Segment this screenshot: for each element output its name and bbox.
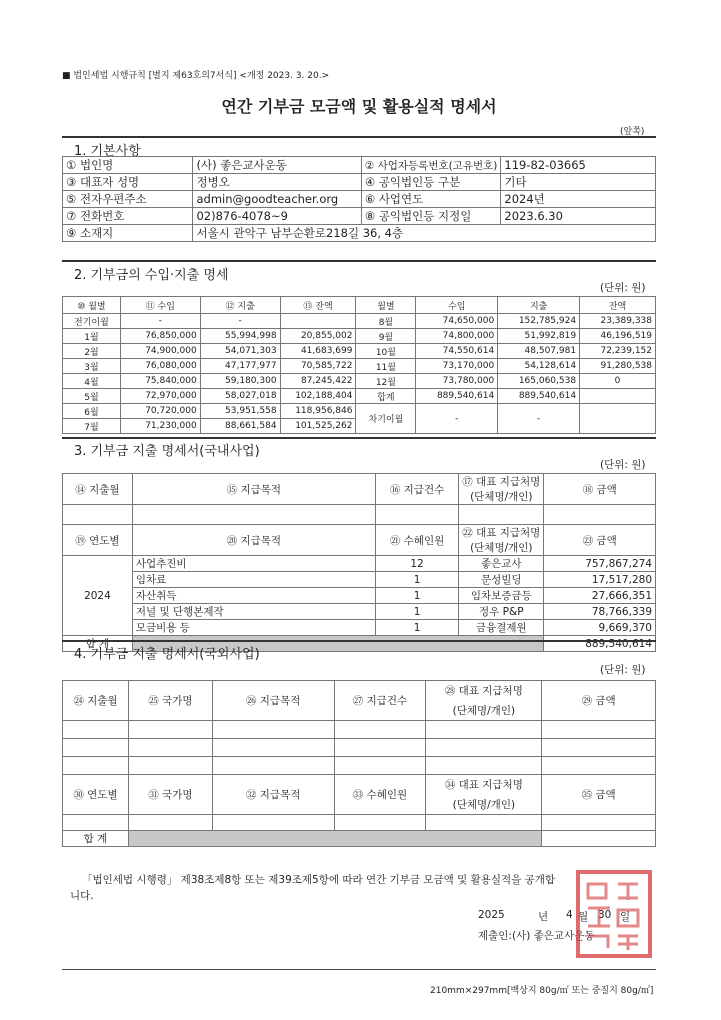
amount-cell: 27,666,351 xyxy=(544,588,656,604)
carry-out-expense: - xyxy=(498,404,580,434)
col-amount: ⑱ 금액 xyxy=(544,474,656,505)
count-cell: 1 xyxy=(375,572,458,588)
income-cell: 71,230,000 xyxy=(120,419,200,434)
total-row xyxy=(63,831,656,847)
purpose-cell: 사업추진비 xyxy=(132,556,375,572)
count-cell: 1 xyxy=(375,620,458,636)
count-cell: 1 xyxy=(375,588,458,604)
table-row xyxy=(63,604,656,620)
table-row xyxy=(63,404,656,419)
col-purpose-2: ㉜ 지급목적 xyxy=(212,775,334,815)
expense-cell: 55,994,998 xyxy=(200,329,280,344)
payee-cell: 문성빌딩 xyxy=(459,572,544,588)
overseas-expense-table xyxy=(62,680,656,847)
col-beneficiaries: ㉑ 수혜인원 xyxy=(375,525,458,556)
fiscal-year-value: 2024년 xyxy=(501,191,656,208)
income-cell: 72,970,000 xyxy=(120,389,200,404)
expense-cell: 51,992,819 xyxy=(498,329,580,344)
income-cell: 76,850,000 xyxy=(120,329,200,344)
col-year: ㉚ 연도별 xyxy=(63,775,129,815)
phone-value: 02)876-4078~9 xyxy=(193,208,361,225)
section2-heading: 2. 기부금의 수입·지출 명세 xyxy=(74,268,229,283)
table-row xyxy=(63,374,656,389)
phone-label: ⑦ 전화번호 xyxy=(63,208,193,225)
divider xyxy=(62,437,656,439)
col-amount: ㉙ 금액 xyxy=(542,681,656,721)
col-amount-2: ㉟ 금액 xyxy=(542,775,656,815)
col-payee-sub-2: (단체명/개인) xyxy=(459,540,544,556)
purpose-cell: 임차료 xyxy=(132,572,375,588)
domestic-expense-table xyxy=(62,473,656,652)
submit-day-unit: 일 xyxy=(620,911,631,923)
month-cell: 2월 xyxy=(63,344,121,359)
purpose-cell: 자산취득 xyxy=(132,588,375,604)
col-count: ⑯ 지급건수 xyxy=(375,474,458,505)
basic-info-row xyxy=(63,174,656,191)
expense-cell: 47,177,977 xyxy=(200,359,280,374)
year-cell: 2024 xyxy=(63,556,133,636)
corp-name-label: ① 법인명 xyxy=(63,157,193,174)
table-row xyxy=(63,556,656,572)
carry-out-income: - xyxy=(416,404,498,434)
count-cell: 12 xyxy=(375,556,458,572)
total-label: 합계 xyxy=(356,389,416,404)
email-label: ⑤ 전자우편주소 xyxy=(63,191,193,208)
basic-info-row xyxy=(63,191,656,208)
basic-info-row xyxy=(63,225,656,242)
expense-cell: 54,128,614 xyxy=(498,359,580,374)
table-row xyxy=(63,329,656,344)
table-row xyxy=(63,572,656,588)
table-row xyxy=(63,721,656,739)
corp-type-value: 기타 xyxy=(501,174,656,191)
balance-cell: 41,683,699 xyxy=(280,344,356,359)
corp-name-value: (사) 좋은교사운동 xyxy=(193,157,361,174)
submit-year: 2025 xyxy=(478,909,505,921)
rep-name-label: ③ 대표자 성명 xyxy=(63,174,193,191)
table-row xyxy=(63,620,656,636)
carry-out-label: 차기이월 xyxy=(356,404,416,434)
total-shaded xyxy=(128,831,541,847)
payee-cell: 좋은교사 xyxy=(459,556,544,572)
col-month: ㉔ 지출월 xyxy=(63,681,129,721)
col-income-2: 수입 xyxy=(416,297,498,314)
designation-date-value: 2023.6.30 xyxy=(501,208,656,225)
table-row xyxy=(63,314,656,329)
col-income: ⑪ 수입 xyxy=(120,297,200,314)
col-amount-2: ㉓ 금액 xyxy=(544,525,656,556)
col-beneficiaries: ㉝ 수혜인원 xyxy=(334,775,426,815)
official-seal-icon xyxy=(574,868,654,960)
col-payee-sub: (단체명/개인) xyxy=(426,701,542,721)
col-month-2: 월별 xyxy=(356,297,416,314)
col-payee: ⑰ 대표 지급처명 xyxy=(459,474,544,490)
payee-cell: 임차보증금등 xyxy=(459,588,544,604)
col-balance: ⑬ 잔액 xyxy=(280,297,356,314)
balance-cell: 118,956,846 xyxy=(280,404,356,419)
balance-cell: 87,245,422 xyxy=(280,374,356,389)
biz-number-value: 119-82-03665 xyxy=(501,157,656,174)
table-row xyxy=(63,359,656,374)
amount-cell: 78,766,339 xyxy=(544,604,656,620)
total-label: 합 계 xyxy=(63,636,133,652)
table-row xyxy=(63,757,656,775)
table-header-row xyxy=(63,681,656,701)
income-cell: 73,170,000 xyxy=(416,359,498,374)
balance-cell: 101,525,262 xyxy=(280,419,356,434)
income-cell: 74,900,000 xyxy=(120,344,200,359)
col-country-2: ㉛ 국가명 xyxy=(128,775,212,815)
balance-cell: 102,188,404 xyxy=(280,389,356,404)
front-page-marker: (앞쪽) xyxy=(620,127,645,137)
expense-cell: 53,951,558 xyxy=(200,404,280,419)
balance-cell: 0 xyxy=(580,374,656,389)
monthly-income-expense-table xyxy=(62,296,656,434)
month-cell: 1월 xyxy=(63,329,121,344)
table-header-row xyxy=(63,775,656,795)
count-cell: 1 xyxy=(375,604,458,620)
purpose-cell: 저널 및 단행본제작 xyxy=(132,604,375,620)
document-title: 연간 기부금 모금액 및 활용실적 명세서 xyxy=(221,97,497,116)
submit-day: 30 xyxy=(598,909,612,921)
table-row xyxy=(63,344,656,359)
expense-cell: 58,027,018 xyxy=(200,389,280,404)
expense-cell: 54,071,303 xyxy=(200,344,280,359)
table-row xyxy=(63,815,656,831)
payee-cell: 금융결제원 xyxy=(459,620,544,636)
carry-out-balance xyxy=(580,404,656,434)
balance-cell: 46,196,519 xyxy=(580,329,656,344)
divider xyxy=(62,640,656,642)
divider xyxy=(62,136,656,138)
table-header-row xyxy=(63,297,656,314)
statement-line-1: 「법인세법 시행령」 제38조제8항 또는 제39조제5항에 따라 연간 기부금 모금액 및 활용실적을 공개합 xyxy=(82,874,556,886)
divider xyxy=(62,969,656,970)
biz-number-label: ② 사업자등록번호(고유번호) xyxy=(361,157,501,174)
rep-name-value: 정병오 xyxy=(193,174,361,191)
income-cell: 75,840,000 xyxy=(120,374,200,389)
month-cell: 3월 xyxy=(63,359,121,374)
legal-reference: ■ 법인세법 시행규칙 [별지 제63호의7서식] <개정 2023. 3. 20.> xyxy=(62,71,330,81)
month-cell: 6월 xyxy=(63,404,121,419)
designation-date-label: ⑧ 공익법인등 지정일 xyxy=(361,208,501,225)
submit-month-unit: 월 xyxy=(578,911,589,923)
address-label: ⑨ 소재지 xyxy=(63,225,193,242)
col-purpose: ㉖ 지급목적 xyxy=(212,681,334,721)
address-value: 서울시 관악구 남부순환로218길 36, 4층 xyxy=(193,225,656,242)
total-expense: 889,540,614 xyxy=(498,389,580,404)
amount-cell: 757,867,274 xyxy=(544,556,656,572)
fiscal-year-label: ⑥ 사업연도 xyxy=(361,191,501,208)
table-row xyxy=(63,389,656,404)
carry-in-balance xyxy=(280,314,356,329)
income-cell: 76,080,000 xyxy=(120,359,200,374)
total-label: 합 계 xyxy=(63,831,129,847)
payee-cell: 정우 P&P xyxy=(459,604,544,620)
col-payee-sub: (단체명/개인) xyxy=(459,489,544,505)
balance-cell: 20,855,002 xyxy=(280,329,356,344)
expense-cell: 165,060,538 xyxy=(498,374,580,389)
basic-info-row xyxy=(63,208,656,225)
col-payee: ㉘ 대표 지급처명 xyxy=(426,681,542,701)
section3-unit: (단위: 원) xyxy=(600,459,646,471)
amount-cell: 9,669,370 xyxy=(544,620,656,636)
section2-unit: (단위: 원) xyxy=(600,282,646,294)
income-cell: 74,550,614 xyxy=(416,344,498,359)
expense-cell: 59,180,300 xyxy=(200,374,280,389)
table-row xyxy=(63,739,656,757)
expense-cell: 152,785,924 xyxy=(498,314,580,329)
total-amount: 889,540,614 xyxy=(544,636,656,652)
carry-in-expense: - xyxy=(200,314,280,329)
month-cell: 10월 xyxy=(356,344,416,359)
table-header-row xyxy=(63,525,656,541)
income-cell: 74,800,000 xyxy=(416,329,498,344)
col-count: ㉗ 지급건수 xyxy=(334,681,426,721)
total-balance xyxy=(580,389,656,404)
col-expense: ⑫ 지출 xyxy=(200,297,280,314)
table-row xyxy=(63,505,656,525)
month-cell: 4월 xyxy=(63,374,121,389)
submit-month: 4 xyxy=(566,909,573,921)
statement-line-2: 니다. xyxy=(70,890,94,902)
col-payee-2: ㉒ 대표 지급처명 xyxy=(459,525,544,541)
section4-unit: (단위: 원) xyxy=(600,664,646,676)
carry-in-label: 전기이월 xyxy=(63,314,121,329)
month-cell: 5월 xyxy=(63,389,121,404)
col-payee-sub-2: (단체명/개인) xyxy=(426,795,542,815)
col-expense-2: 지출 xyxy=(498,297,580,314)
submitter: 제출인:(사) 좋은교사운동 xyxy=(478,930,595,942)
total-amount xyxy=(542,831,656,847)
balance-cell: 23,389,338 xyxy=(580,314,656,329)
month-cell: 9월 xyxy=(356,329,416,344)
col-month: ⑩ 월별 xyxy=(63,297,121,314)
income-cell: 70,720,000 xyxy=(120,404,200,419)
income-cell: 74,650,000 xyxy=(416,314,498,329)
amount-cell: 17,517,280 xyxy=(544,572,656,588)
col-purpose-2: ⑳ 지급목적 xyxy=(132,525,375,556)
balance-cell: 70,585,722 xyxy=(280,359,356,374)
expense-cell: 48,507,981 xyxy=(498,344,580,359)
divider xyxy=(62,260,656,262)
paper-spec: 210mm×297mm[백상지 80g/㎡ 또는 중질지 80g/㎡] xyxy=(430,986,654,996)
corp-type-label: ④ 공익법인등 구분 xyxy=(361,174,501,191)
basic-info-table xyxy=(62,156,656,242)
month-cell: 12월 xyxy=(356,374,416,389)
col-year: ⑲ 연도별 xyxy=(63,525,133,556)
email-value: admin@goodteacher.org xyxy=(193,191,361,208)
table-row xyxy=(63,588,656,604)
month-cell: 11월 xyxy=(356,359,416,374)
basic-info-row xyxy=(63,157,656,174)
col-month: ⑭ 지출월 xyxy=(63,474,133,505)
col-country: ㉕ 국가명 xyxy=(128,681,212,721)
col-payee-2: ㉞ 대표 지급처명 xyxy=(426,775,542,795)
purpose-cell: 모금비용 등 xyxy=(132,620,375,636)
month-cell: 7월 xyxy=(63,419,121,434)
balance-cell: 72,239,152 xyxy=(580,344,656,359)
month-cell: 8월 xyxy=(356,314,416,329)
table-header-row xyxy=(63,474,656,490)
submit-year-unit: 년 xyxy=(538,911,549,923)
carry-in-income: - xyxy=(120,314,200,329)
col-purpose: ⑮ 지급목적 xyxy=(132,474,375,505)
section1-heading: 1. 기본사항 xyxy=(74,144,141,159)
total-income: 889,540,614 xyxy=(416,389,498,404)
section4-heading: 4. 기부금 지출 명세서(국외사업) xyxy=(74,647,260,662)
section3-heading: 3. 기부금 지출 명세서(국내사업) xyxy=(74,444,260,459)
col-balance-2: 잔액 xyxy=(580,297,656,314)
balance-cell: 91,280,538 xyxy=(580,359,656,374)
income-cell: 73,780,000 xyxy=(416,374,498,389)
expense-cell: 88,661,584 xyxy=(200,419,280,434)
